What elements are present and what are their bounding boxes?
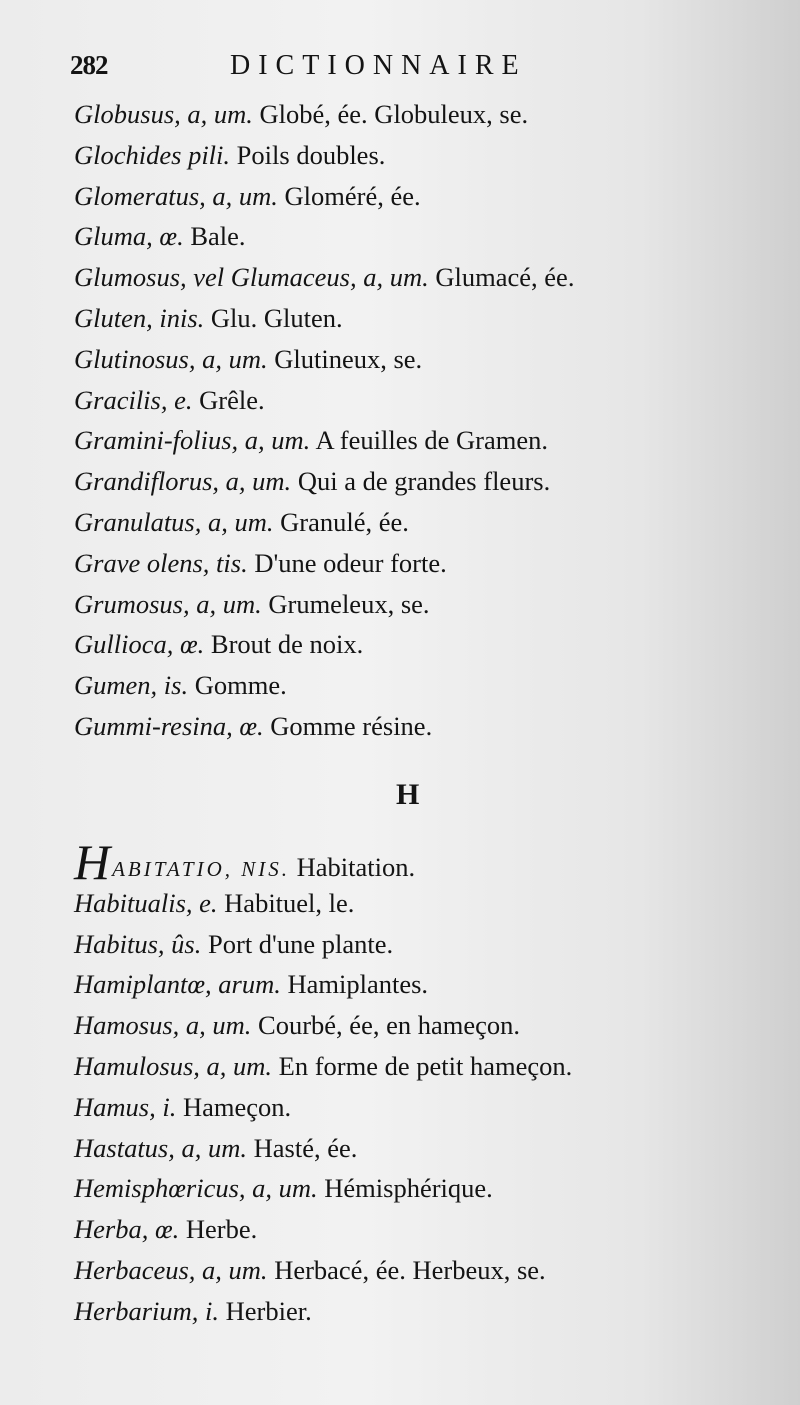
latin-term: Glutinosus, a, um.: [74, 343, 268, 374]
french-definition: Herbier.: [225, 1295, 312, 1326]
entry: [74, 339, 774, 380]
french-definition: Globé, ée. Globuleux, se.: [259, 99, 529, 129]
latin-term: Hamulosus, a, um.: [74, 1050, 273, 1081]
latin-term: Gluten, inis.: [74, 302, 205, 333]
entry: [74, 1209, 784, 1250]
french-definition: A feuilles de Gramen.: [315, 425, 549, 456]
entries-g: [74, 94, 774, 747]
french-definition: Gloméré, ée.: [284, 180, 421, 211]
french-definition: Poils doubles.: [236, 139, 386, 170]
entry: [74, 584, 774, 625]
entry: [74, 1291, 784, 1332]
french-definition: D'une odeur forte.: [254, 547, 447, 578]
french-definition: Hémisphérique.: [324, 1173, 493, 1204]
latin-term: Gluma, œ.: [74, 221, 184, 252]
latin-term: Globusus, a, um.: [74, 99, 253, 129]
latin-term: Grandiflorus, a, um.: [74, 466, 292, 497]
entry: [74, 624, 774, 665]
french-definition: Bale.: [190, 221, 246, 252]
french-definition: En forme de petit hameçon.: [278, 1050, 573, 1081]
latin-term: Herbarium, i.: [74, 1295, 220, 1326]
french-definition: Gomme résine.: [270, 710, 433, 741]
latin-term: Hamosus, a, um.: [74, 1010, 252, 1041]
entry: [74, 502, 774, 543]
entry: [74, 176, 774, 217]
latin-term: Hamus, i.: [74, 1091, 177, 1122]
latin-term: Glomeratus, a, um.: [74, 180, 278, 211]
french-definition: Qui a de grandes fleurs.: [297, 466, 551, 497]
french-definition: Hameçon.: [182, 1091, 292, 1122]
page-header: [70, 50, 630, 90]
section-letter-h: H: [396, 778, 420, 811]
latin-term: Herbaceus, a, um.: [74, 1254, 268, 1285]
french-definition: Herbacé, ée. Herbeux, se.: [274, 1254, 546, 1285]
entry: [74, 94, 774, 135]
drop-cap: H: [74, 834, 111, 890]
entry: [74, 706, 774, 747]
french-definition: Hasté, ée.: [253, 1132, 358, 1163]
entry: [74, 1168, 784, 1209]
entry: [74, 924, 784, 965]
page-number: 282: [70, 50, 108, 80]
french-definition: Port d'une plante.: [208, 928, 394, 959]
french-definition: Habituel, le.: [224, 887, 355, 918]
latin-term: Hamiplantœ, arum.: [74, 969, 281, 1000]
latin-term: Glochides pili.: [74, 139, 231, 170]
latin-term: Gracilis, e.: [74, 384, 193, 415]
french-definition: Gomme.: [194, 670, 287, 701]
entry: [74, 216, 774, 257]
french-definition: Glumacé, ée.: [435, 262, 575, 293]
entry: [74, 298, 774, 339]
entry: [74, 257, 774, 298]
french-definition: Grêle.: [199, 384, 265, 415]
entry: [74, 1128, 784, 1169]
french-definition: Habitation.: [296, 852, 416, 882]
entry: [74, 1087, 784, 1128]
latin-term: Hastatus, a, um.: [74, 1132, 248, 1163]
latin-term: Grave olens, tis.: [74, 547, 248, 578]
french-definition: Glutineux, se.: [274, 343, 423, 374]
latin-term: Hemisphœricus, a, um.: [74, 1173, 318, 1204]
entry: [74, 420, 774, 461]
latin-term: Gullioca, œ.: [74, 629, 205, 660]
french-definition: Brout de noix.: [210, 629, 364, 660]
latin-term: ABITATIO, NIS.: [112, 857, 291, 881]
french-definition: Courbé, ée, en hameçon.: [258, 1010, 520, 1041]
latin-term: Grumosus, a, um.: [74, 588, 262, 619]
entry: [74, 135, 774, 176]
french-definition: Herbe.: [185, 1214, 258, 1245]
running-head: DICTIONNAIRE: [230, 50, 527, 81]
french-definition: Glu. Gluten.: [210, 302, 343, 333]
latin-term: Habitualis, e.: [74, 887, 218, 918]
latin-term: Gumen, is.: [74, 670, 189, 701]
latin-term: Herba, œ.: [74, 1214, 180, 1245]
entry: [74, 380, 774, 421]
entry: [74, 543, 774, 584]
french-definition: Hamiplantes.: [287, 969, 429, 1000]
latin-term: Gummi-resina, œ.: [74, 710, 264, 741]
latin-term: Gramini-folius, a, um.: [74, 425, 311, 456]
entry: [74, 665, 774, 706]
entries-h: [74, 834, 784, 1332]
entry: [74, 1046, 784, 1087]
latin-term: Granulatus, a, um.: [74, 506, 274, 537]
entry: [74, 883, 784, 924]
latin-term: Glumosus, vel Glumaceus, a, um.: [74, 262, 429, 293]
french-definition: Grumeleux, se.: [268, 588, 430, 619]
latin-term: Habitus, ûs.: [74, 928, 202, 959]
entry: [74, 1250, 784, 1291]
french-definition: Granulé, ée.: [280, 506, 409, 537]
entry: [74, 964, 784, 1005]
entry: [74, 1005, 784, 1046]
entry-first-h: [74, 834, 784, 890]
entry: [74, 461, 774, 502]
